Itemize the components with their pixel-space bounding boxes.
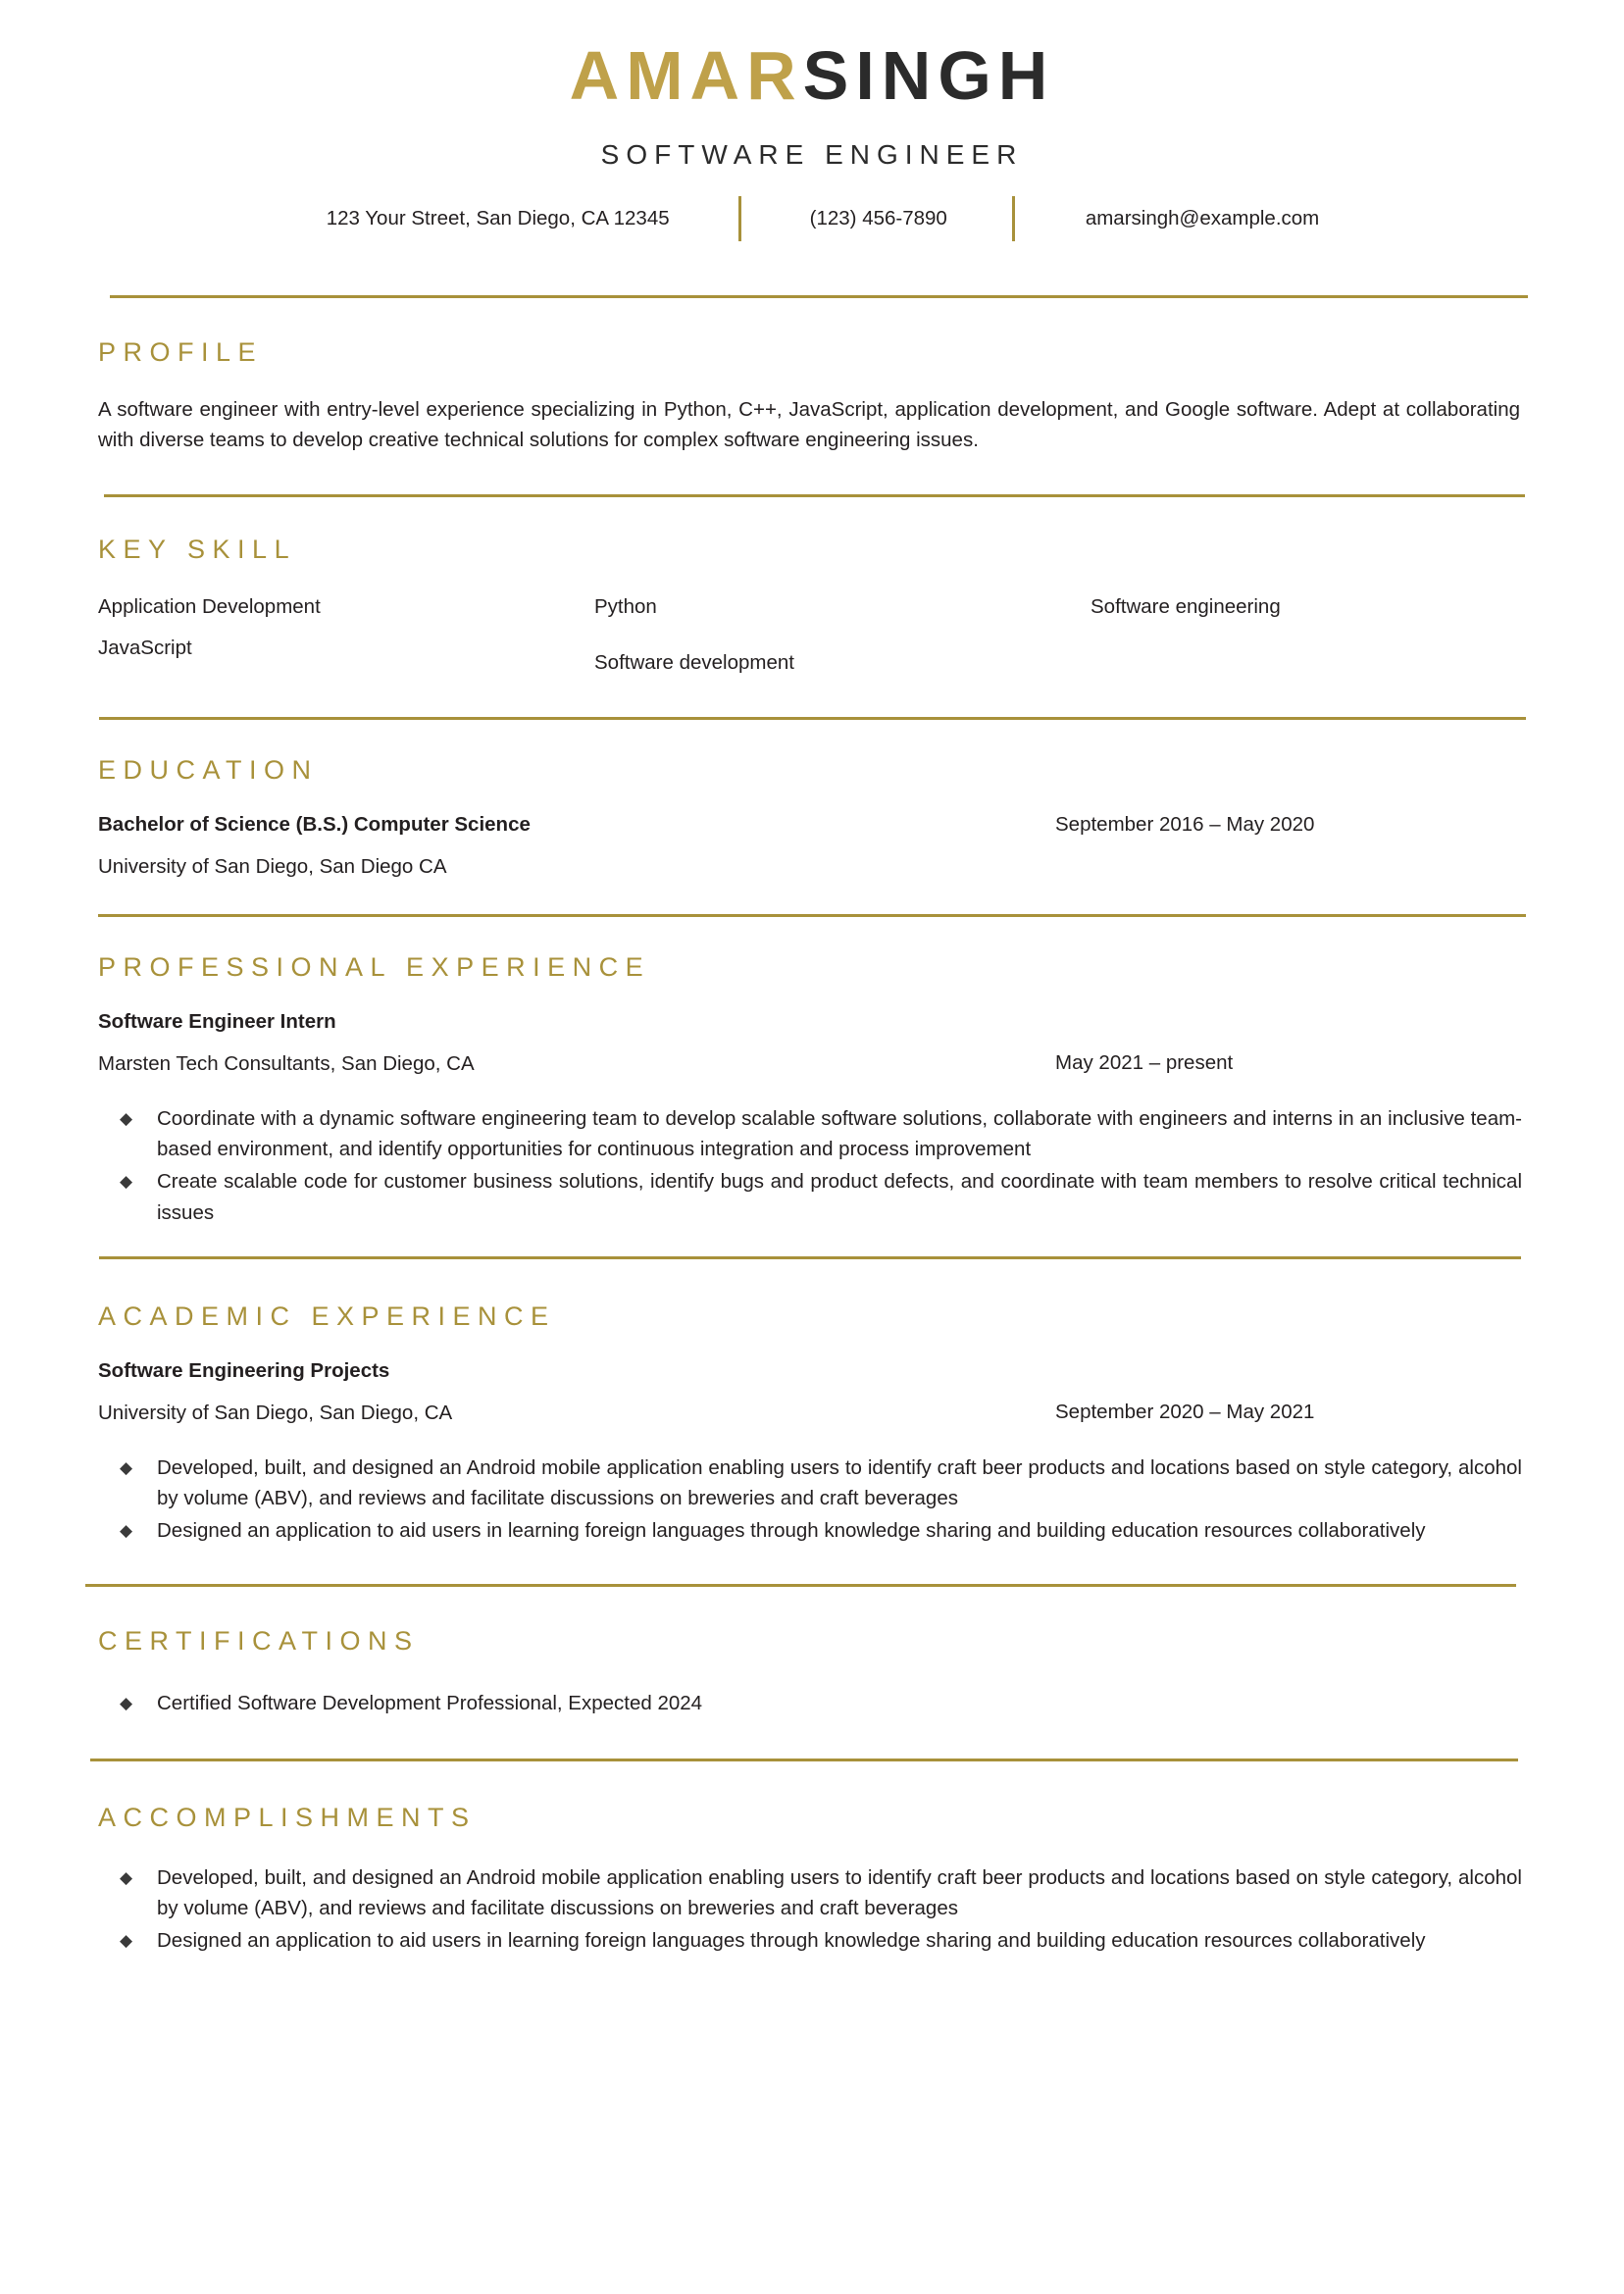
list-item — [98, 1925, 1526, 1957]
key-skill-item: JavaScript — [98, 637, 192, 660]
section-title-academic-experience: ACADEMIC EXPERIENCE — [98, 1300, 556, 1331]
section-profile — [0, 337, 1624, 455]
education-degree: Bachelor of Science (B.S.) Computer Science — [98, 812, 531, 836]
key-skill-divider — [99, 717, 1526, 720]
section-academic-experience — [0, 1301, 1624, 1547]
list-item — [98, 1862, 1526, 1925]
key-skill-column-3 — [1091, 592, 1526, 677]
academic-entry — [98, 1359, 1526, 1425]
list-item — [98, 1103, 1526, 1166]
list-item-text: Developed, built, and designed an Android mobile application enabling users to identify craft beer products and locations based on style category, alcohol by volume (ABV), and reviews and facilitate discussions on breweries and craft beverages — [157, 1865, 1522, 1920]
certifications-list — [98, 1688, 1526, 1719]
key-skill-column-2 — [594, 592, 1091, 677]
section-accomplishments — [0, 1803, 1624, 1957]
key-skill-item: Python — [594, 595, 657, 619]
key-skill-item: Application Development — [98, 595, 321, 619]
section-professional-experience — [0, 952, 1624, 1229]
diamond-bullet-icon: ◆ — [120, 1108, 133, 1128]
key-skill-item: Software engineering — [1091, 595, 1281, 619]
section-title-profile: PROFILE — [98, 337, 264, 367]
section-title-education: EDUCATION — [98, 754, 319, 785]
academic-role: Software Engineering Projects — [98, 1358, 390, 1382]
experience-date: May 2021 – present — [1055, 1050, 1234, 1074]
header-divider — [110, 295, 1528, 298]
list-item-text: Designed an application to aid users in learning foreign languages through knowledge sharing and building education resources collaboratively — [157, 1519, 1426, 1543]
academic-experience-divider — [85, 1584, 1516, 1587]
professional-experience-divider — [99, 1256, 1521, 1259]
section-title-key-skill: KEY SKILL — [98, 535, 297, 565]
resume-header — [0, 0, 1624, 241]
profile-text: A software engineer with entry-level experience specializing in Python, C++, JavaScript, application development, and Google software. Adept at collaborating with diverse teams to develop creative technical solutions for complex software engineering issues. — [98, 398, 1520, 452]
section-education — [0, 755, 1624, 879]
section-title-certifications: CERTIFICATIONS — [98, 1625, 420, 1656]
section-key-skill — [0, 535, 1624, 677]
list-item — [98, 1166, 1526, 1229]
education-school: University of San Diego, San Diego CA — [98, 854, 447, 878]
contact-address: 123 Your Street, San Diego, CA 12345 — [326, 207, 670, 229]
contact-row — [0, 196, 1624, 241]
list-item-text: Coordinate with a dynamic software engineering team to develop scalable software solutions, collaborate with engineers and interns in an inclusive team-based environment, and identify opportunities for continuous integration and process improvement — [157, 1106, 1522, 1161]
last-name: SINGH — [802, 37, 1055, 114]
accomplishments-list — [98, 1862, 1526, 1957]
candidate-name — [0, 37, 1624, 114]
diamond-bullet-icon: ◆ — [120, 1457, 133, 1477]
key-skill-item: Software development — [594, 651, 794, 675]
certifications-divider — [90, 1759, 1518, 1761]
academic-school: University of San Diego, San Diego, CA — [98, 1401, 453, 1424]
section-title-accomplishments: ACCOMPLISHMENTS — [98, 1802, 477, 1832]
diamond-bullet-icon: ◆ — [120, 1172, 133, 1192]
list-item-text: Create scalable code for customer business solutions, identify bugs and product defects, and coordinate with team members to resolve critical technical issues — [157, 1170, 1522, 1224]
list-item — [98, 1688, 1526, 1719]
academic-bullet-list — [98, 1453, 1526, 1547]
experience-bullet-list — [98, 1103, 1526, 1229]
list-item-text: Certified Software Development Professional, Expected 2024 — [157, 1691, 703, 1714]
diamond-bullet-icon: ◆ — [120, 1521, 133, 1541]
education-entry — [98, 813, 1526, 879]
education-date: September 2016 – May 2020 — [1055, 812, 1315, 836]
experience-entry — [98, 1010, 1526, 1076]
profile-divider — [104, 494, 1525, 497]
list-item-text: Developed, built, and designed an Android mobile application enabling users to identify craft beer products and locations based on style category, alcohol by volume (ABV), and reviews and facilitate discussions on breweries and craft beverages — [157, 1455, 1522, 1510]
list-item-text: Designed an application to aid users in learning foreign languages through knowledge sharing and building education resources collaboratively — [157, 1929, 1426, 1953]
section-title-professional-experience: PROFESSIONAL EXPERIENCE — [98, 951, 651, 982]
diamond-bullet-icon: ◆ — [120, 1693, 133, 1712]
job-title: SOFTWARE ENGINEER — [600, 139, 1024, 170]
diamond-bullet-icon: ◆ — [120, 1931, 133, 1951]
key-skill-grid — [98, 592, 1526, 677]
section-certifications — [0, 1626, 1624, 1719]
list-item — [98, 1515, 1526, 1547]
list-item — [98, 1453, 1526, 1515]
experience-role: Software Engineer Intern — [98, 1009, 336, 1033]
experience-company: Marsten Tech Consultants, San Diego, CA — [98, 1051, 475, 1075]
first-name: AMAR — [569, 37, 803, 114]
key-skill-column-1 — [98, 592, 594, 677]
education-divider — [98, 914, 1526, 917]
contact-phone[interactable]: (123) 456-7890 — [809, 207, 947, 229]
contact-email[interactable]: amarsingh@example.com — [1085, 207, 1320, 229]
diamond-bullet-icon: ◆ — [120, 1867, 133, 1887]
academic-date: September 2020 – May 2021 — [1055, 1400, 1315, 1423]
